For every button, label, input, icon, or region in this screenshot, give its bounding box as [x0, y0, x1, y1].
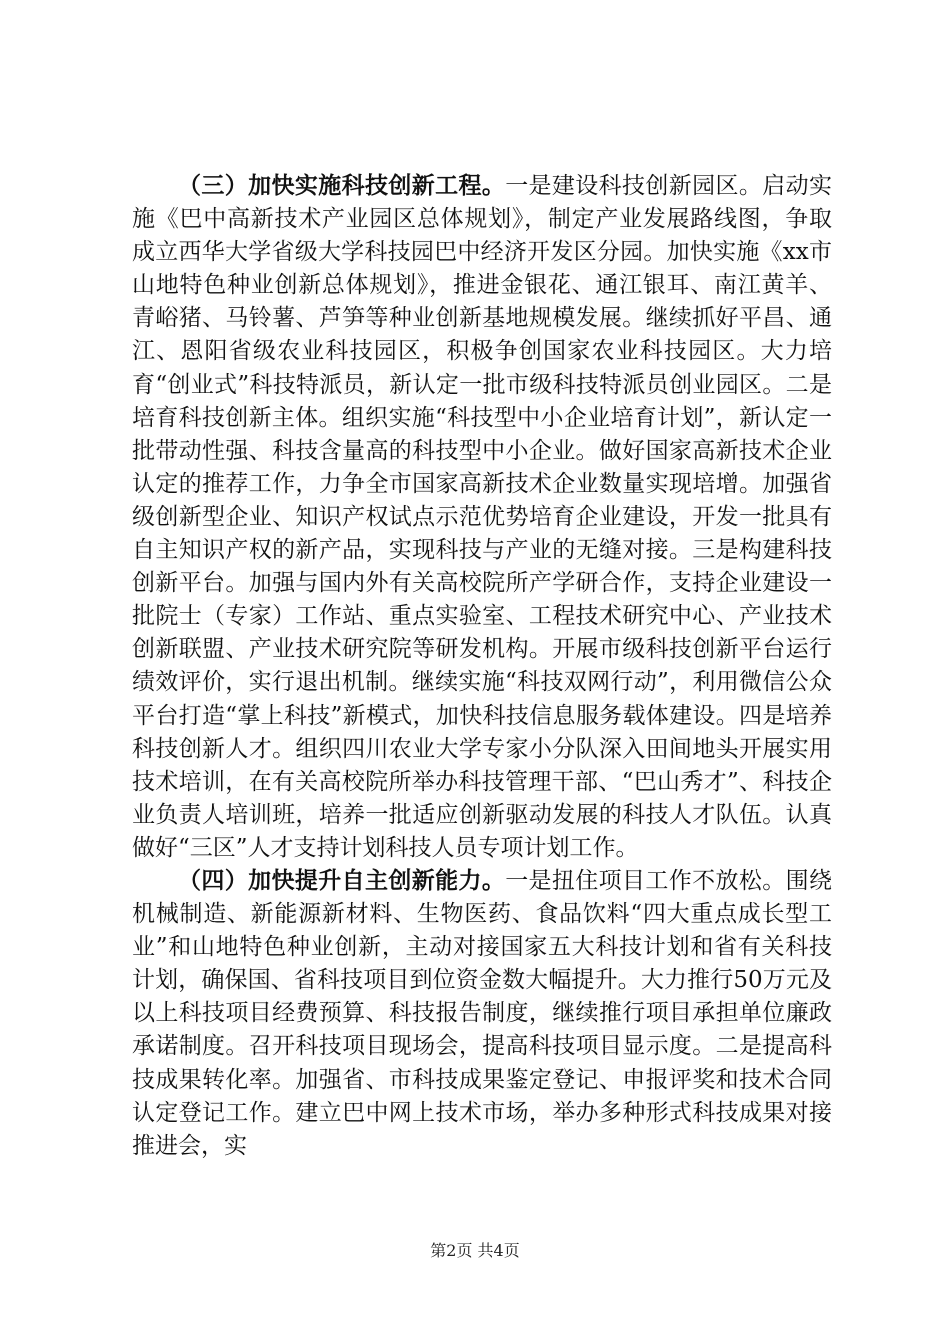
paragraph-text-4: 一是扭住项目工作不放松。围绕机械制造、新能源新材料、生物医药、食品饮料“四大重点成长型工业”和山地特色种业创新，主动对接国家五大科技计划和省有关科技计划，确保国、省科技项目到位资金数大幅提升。大力推行50万元及以上科技项目经费预算、科技报告制度，继续推行项目承担单位廉政承诺制度。召开科技项目现场会，提高科技项目显示度。二是提高科技成果转化率。加强省、市科技成果鉴定登记、申报评奖和技术合同认定登记工作。建立巴中网上技术市场，举办多种形式科技成果对接推进会，实: [132, 867, 833, 1159]
paragraph-section-4: [132, 865, 832, 1163]
paragraph-section-3: [132, 170, 832, 865]
section-heading-4: （四）加快提升自主创新能力。: [178, 867, 506, 894]
section-heading-3: （三）加快实施科技创新工程。: [178, 173, 506, 199]
paragraph-text-3: 一是建设科技创新园区。启动实施《巴中高新技术产业园区总体规划》，制定产业发展路线图，争取成立西华大学省级大学科技园巴中经济开发区分园。加快实施《xx市山地特色种业创新总体规划》，推进金银花、通江银耳、南江黄羊、青峪猪、马铃薯、芦笋等种业创新基地规模发展。继续抓好平昌、通江、恩阳省级农业科技园区，积极争创国家农业科技园区。大力培育“创业式”科技特派员，新认定一批市级科技特派员创业园区。二是培育科技创新主体。组织实施“科技型中小企业培育计划”，新认定一批带动性强、科技含量高的科技型中小企业。做好国家高新技术企业认定的推荐工作，力争全市国家高新技术企业数量实现培增。加强省级创新型企业、知识产权试点示范优势培育企业建设，开发一批具有自主知识产权的新产品，实现科技与产业的无缝对接。三是构建科技创新平台。加强与国内外有关高校院所产学研合作，支持企业建设一批院士（专家）工作站、重点实验室、工程技术研究中心、产业技术创新联盟、产业技术研究院等研发机构。开展市级科技创新平台运行绩效评价，实行退出机制。继续实施“科技双网行动”，利用微信公众平台打造“掌上科技”新模式，加快科技信息服务载体建设。四是培养科技创新人才。组织四川农业大学专家小分队深入田间地头开展实用技术培训，在有关高校院所举办科技管理干部、“巴山秀才”、科技企业负责人培训班，培养一批适应创新驱动发展的科技人才队伍。认真做好“三区”人才支持计划科技人员专项计划工作。: [132, 173, 833, 861]
page-footer: 第2页 共4页: [430, 1241, 520, 1260]
document-body: [132, 170, 832, 1163]
